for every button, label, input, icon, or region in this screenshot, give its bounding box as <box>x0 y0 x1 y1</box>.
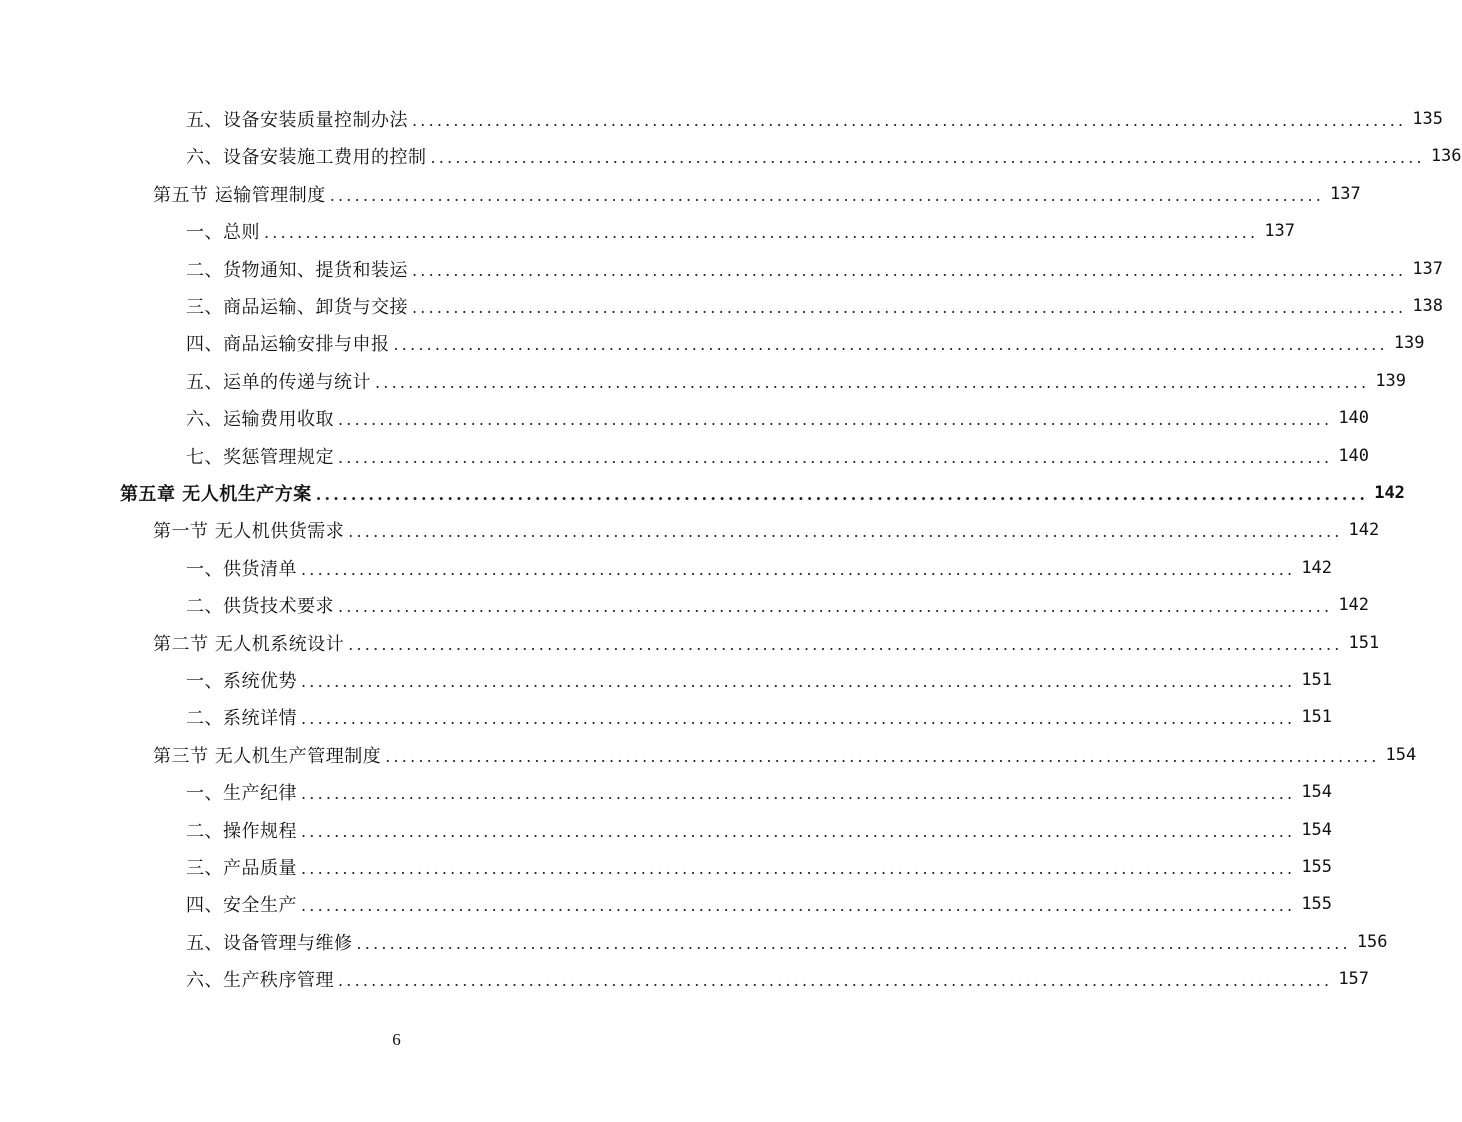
toc-entry-page: 140 <box>1338 445 1370 466</box>
toc-entry-page: 154 <box>1385 744 1417 765</box>
toc-entry-label: 一、总则 <box>186 222 260 244</box>
toc-dot-leader: ........................................................................................................................ <box>430 148 1425 168</box>
toc-dot-leader: ........................................................................................................................ <box>412 298 1407 317</box>
toc-dot-leader: ........................................................................................................................ <box>375 372 1370 392</box>
page-number: 6 <box>392 1030 401 1049</box>
toc-dot-leader: ........................................................................................................................ <box>385 746 1380 766</box>
toc-item-entry[interactable] <box>186 662 1333 699</box>
toc-item-entry[interactable] <box>186 101 1444 138</box>
toc-item-entry[interactable] <box>186 774 1333 811</box>
toc-dot-leader: ........................................................................................................................ <box>338 447 1333 467</box>
toc-dot-leader: ........................................................................................................................ <box>301 859 1296 878</box>
toc-entry-page: 136 <box>1430 146 1462 167</box>
toc-entry-label: 五、设备安装质量控制办法 <box>186 110 408 131</box>
toc-dot-leader: ........................................................................................................................ <box>329 185 1325 205</box>
toc-item-entry[interactable] <box>186 961 1370 998</box>
toc-entry-label: 一、系统优势 <box>186 671 297 692</box>
toc-entry-label: 二、系统详情 <box>186 708 297 730</box>
toc-dot-leader: ........................................................................................................................ <box>393 335 1388 355</box>
toc-item-entry[interactable] <box>186 699 1333 736</box>
toc-entry-page: 154 <box>1301 782 1333 803</box>
toc-item-entry[interactable] <box>186 923 1388 960</box>
toc-dot-leader: ........................................................................................................................ <box>348 522 1343 542</box>
toc-entry-label: 第三节 无人机生产管理制度 <box>153 745 382 767</box>
toc-entry-page: 139 <box>1393 333 1425 354</box>
toc-entry-label: 二、货物通知、提货和装运 <box>186 259 408 281</box>
toc-entry-page: 156 <box>1356 931 1388 952</box>
toc-entry-page: 135 <box>1412 109 1444 129</box>
toc-entry-page: 137 <box>1412 258 1444 279</box>
toc-section-entry[interactable] <box>153 512 1380 549</box>
toc-item-entry[interactable] <box>186 811 1333 848</box>
toc-entry-page: 142 <box>1338 595 1370 616</box>
toc-entry-page: 142 <box>1301 557 1333 578</box>
toc-entry-label: 六、生产秩序管理 <box>186 970 334 992</box>
toc-entry-page: 155 <box>1301 894 1333 915</box>
toc-entry-page: 155 <box>1301 857 1333 877</box>
toc-item-entry[interactable] <box>186 288 1444 325</box>
toc-item-entry[interactable] <box>186 138 1462 175</box>
toc-item-entry[interactable] <box>186 250 1444 287</box>
toc-dot-leader: ........................................................................................................................ <box>412 111 1407 130</box>
toc-entry-page: 138 <box>1412 296 1444 316</box>
toc-entry-label: 四、商品运输安排与申报 <box>186 334 390 356</box>
toc-entry-page: 151 <box>1348 632 1380 653</box>
toc-entry-page: 154 <box>1301 819 1333 840</box>
toc-entry-page: 142 <box>1374 483 1405 503</box>
toc-entry-label: 三、商品运输、卸货与交接 <box>186 297 408 318</box>
toc-dot-leader: ........................................................................................................................ <box>348 634 1343 654</box>
toc-dot-leader: ........................................................................................................................ <box>338 971 1333 991</box>
toc-item-entry[interactable] <box>186 362 1407 399</box>
toc-dot-leader: ........................................................................................................................ <box>338 597 1333 617</box>
toc-entry-page: 151 <box>1301 670 1333 690</box>
toc-dot-leader: ........................................................................................................................ <box>264 223 1259 243</box>
toc-entry-label: 七、奖惩管理规定 <box>186 446 334 468</box>
toc-entry-label: 三、产品质量 <box>186 858 297 879</box>
toc-item-entry[interactable] <box>186 587 1370 624</box>
toc-dot-leader: ........................................................................................................................ <box>301 821 1296 841</box>
toc-item-entry[interactable] <box>186 325 1425 362</box>
toc-entry-page: 142 <box>1348 520 1380 541</box>
toc-entry-label: 六、设备安装施工费用的控制 <box>186 147 427 169</box>
toc-item-entry[interactable] <box>186 849 1333 886</box>
toc-entry-label: 一、供货清单 <box>186 558 297 580</box>
toc-entry-label: 第二节 无人机系统设计 <box>153 633 345 655</box>
toc-dot-leader: ........................................................................................................................ <box>301 672 1296 691</box>
toc-entry-page: 137 <box>1330 183 1361 204</box>
toc-section-entry[interactable] <box>153 175 1361 212</box>
toc-item-entry[interactable] <box>186 213 1296 250</box>
toc-entry-label: 二、操作规程 <box>186 820 297 842</box>
toc-entry-page: 139 <box>1375 370 1407 391</box>
toc-dot-leader: ........................................................................................................................ <box>301 784 1296 804</box>
toc-item-entry[interactable] <box>186 437 1370 474</box>
toc-entry-label: 四、安全生产 <box>186 895 297 917</box>
toc-dot-leader: ........................................................................................................................ <box>301 709 1296 729</box>
toc-entry-page: 151 <box>1301 707 1333 728</box>
toc-dot-leader: ........................................................................................................................ <box>315 485 1369 504</box>
toc-entry-page: 157 <box>1338 969 1370 990</box>
toc-dot-leader: ........................................................................................................................ <box>301 896 1296 916</box>
toc-item-entry[interactable] <box>186 549 1333 586</box>
toc-entry-label: 二、供货技术要求 <box>186 596 334 618</box>
toc-entry-page: 137 <box>1264 221 1296 242</box>
toc-entry-label: 第一节 无人机供货需求 <box>153 521 345 543</box>
toc-entry-label: 第五章 无人机生产方案 <box>120 484 312 505</box>
toc-dot-leader: ........................................................................................................................ <box>301 559 1296 579</box>
toc-dot-leader: ........................................................................................................................ <box>356 933 1351 953</box>
toc-entry-page: 140 <box>1338 408 1370 429</box>
toc-entry-label: 五、设备管理与维修 <box>186 932 353 954</box>
toc-dot-leader: ........................................................................................................................ <box>412 260 1407 280</box>
toc-chapter-entry[interactable] <box>120 475 1405 512</box>
toc-entry-label: 一、生产纪律 <box>186 783 297 805</box>
toc-item-entry[interactable] <box>186 400 1370 437</box>
toc-item-entry[interactable] <box>186 886 1333 923</box>
toc-section-entry[interactable] <box>153 736 1417 773</box>
toc-entry-label: 六、运输费用收取 <box>186 409 334 431</box>
toc-dot-leader: ........................................................................................................................ <box>338 410 1333 430</box>
toc-section-entry[interactable] <box>153 624 1380 661</box>
toc-entry-label: 第五节 运输管理制度 <box>153 184 326 206</box>
toc-entry-label: 五、运单的传递与统计 <box>186 371 371 393</box>
